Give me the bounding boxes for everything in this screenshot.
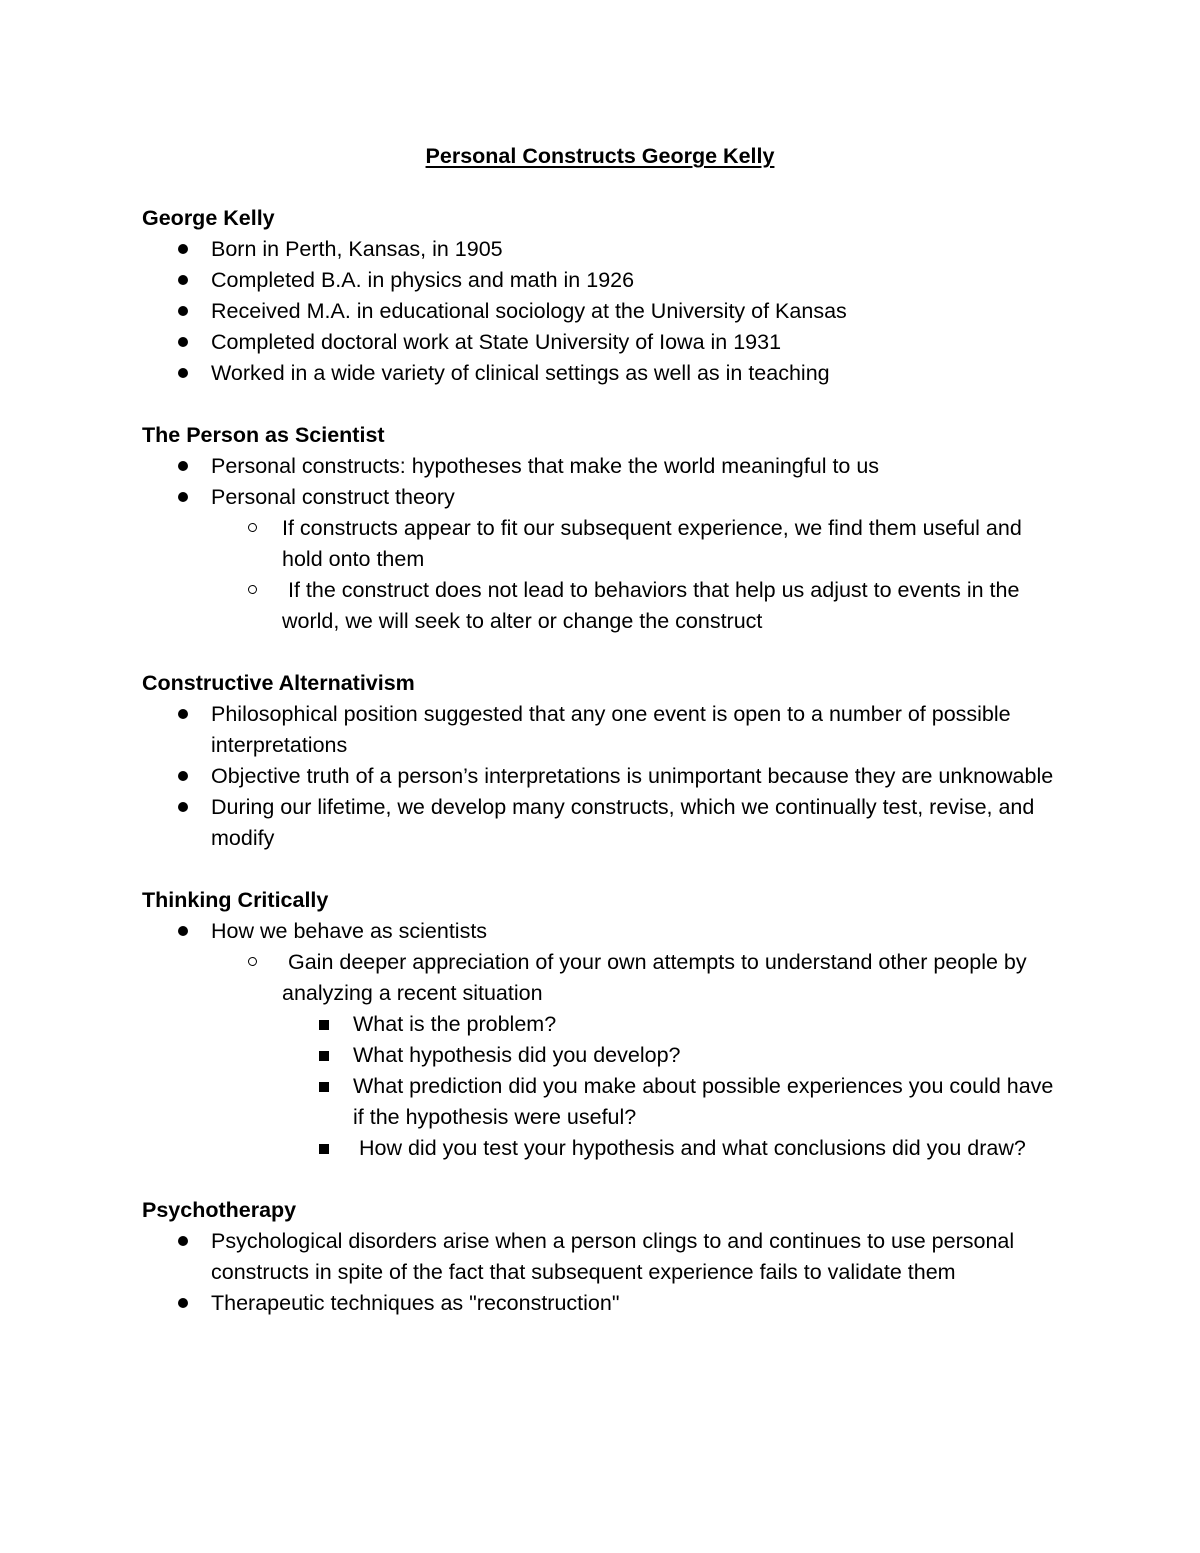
section-constructive-alternativism — [142, 668, 1062, 854]
bullet-disc-icon — [178, 771, 188, 781]
sub-sub-list-item — [282, 1133, 1062, 1164]
list-item-text: Psychological disorders arise when a person clings to and continues to use personal constructs in spite of the fact that subsequent experience fails to validate them — [211, 1229, 1015, 1284]
sub-sub-list-item-text: What hypothesis did you develop? — [353, 1043, 681, 1067]
list-item-text: Philosophical position suggested that any one event is open to a number of possible interpretations — [211, 702, 1011, 757]
list-item-text: Completed B.A. in physics and math in 1926 — [211, 268, 635, 292]
bullet-list — [142, 234, 1062, 389]
list-item-text: How we behave as scientists — [211, 919, 488, 943]
section-heading: Thinking Critically — [142, 888, 329, 912]
bullet-disc-icon — [178, 926, 188, 936]
list-item — [142, 792, 1062, 854]
bullet-square-icon — [319, 1082, 329, 1092]
list-item — [142, 451, 1062, 482]
sub-list-item-text: If the construct does not lead to behaviors that help us adjust to events in the world, we will seek to alter or change the construct — [282, 578, 1026, 633]
list-item-text: Born in Perth, Kansas, in 1905 — [211, 237, 503, 261]
sub-sub-list-item — [282, 1071, 1062, 1133]
document-title: Personal Constructs George Kelly — [425, 144, 775, 168]
bullet-disc-icon — [178, 275, 188, 285]
list-item — [142, 1226, 1062, 1288]
bullet-list — [142, 451, 1062, 637]
bullet-disc-icon — [178, 802, 188, 812]
sub-list-item-text: If constructs appear to fit our subsequent experience, we find them useful and hold onto them — [282, 516, 1022, 571]
bullet-disc-icon — [178, 244, 188, 254]
section-heading: Constructive Alternativism — [142, 671, 415, 695]
section-psychotherapy — [142, 1195, 1062, 1319]
section-heading: George Kelly — [142, 206, 275, 230]
bullet-list — [142, 1226, 1062, 1319]
sub-bullet-list — [211, 513, 1062, 637]
list-item-text: During our lifetime, we develop many constructs, which we continually test, revise, and modify — [211, 795, 1035, 850]
list-item-text: Objective truth of a person’s interpretations is unimportant because they are unknowable — [211, 764, 1054, 788]
list-item — [142, 761, 1062, 792]
bullet-circle-icon — [248, 957, 257, 966]
bullet-disc-icon — [178, 1236, 188, 1246]
bullet-list — [142, 699, 1062, 854]
section-heading: The Person as Scientist — [142, 423, 385, 447]
list-item-text: Personal construct theory — [211, 485, 455, 509]
section-thinking-critically — [142, 885, 1062, 1164]
list-item — [142, 265, 1062, 296]
sub-sub-list-item-text: What is the problem? — [353, 1012, 557, 1036]
document-body — [142, 203, 1062, 1319]
section-george-kelly — [142, 203, 1062, 389]
bullet-circle-icon — [248, 523, 257, 532]
sub-list-item — [211, 513, 1062, 575]
list-item — [142, 916, 1062, 1164]
sub-sub-list-item — [282, 1009, 1062, 1040]
sub-sub-list-item — [282, 1040, 1062, 1071]
bullet-circle-icon — [248, 585, 257, 594]
list-item-text: Therapeutic techniques as "reconstruction" — [211, 1291, 620, 1315]
list-item — [142, 327, 1062, 358]
sub-sub-bullet-list — [282, 1009, 1062, 1164]
list-item — [142, 1288, 1062, 1319]
list-item — [142, 482, 1062, 637]
bullet-disc-icon — [178, 492, 188, 502]
list-item-text: Worked in a wide variety of clinical settings as well as in teaching — [211, 361, 830, 385]
bullet-disc-icon — [178, 368, 188, 378]
sub-sub-list-item-text: What prediction did you make about possible experiences you could have if the hypothesis were useful? — [353, 1074, 1054, 1129]
list-item — [142, 296, 1062, 327]
list-item — [142, 234, 1062, 265]
sub-list-item — [211, 947, 1062, 1164]
bullet-disc-icon — [178, 1298, 188, 1308]
document-title-block — [0, 141, 1200, 172]
sub-list-item-text: Gain deeper appreciation of your own attempts to understand other people by analyzing a recent situation — [282, 950, 1033, 1005]
sub-list-item — [211, 575, 1062, 637]
bullet-disc-icon — [178, 306, 188, 316]
bullet-list — [142, 916, 1062, 1164]
list-item — [142, 699, 1062, 761]
section-heading: Psychotherapy — [142, 1198, 297, 1222]
list-item-text: Completed doctoral work at State University of Iowa in 1931 — [211, 330, 782, 354]
list-item — [142, 358, 1062, 389]
bullet-disc-icon — [178, 461, 188, 471]
bullet-disc-icon — [178, 337, 188, 347]
bullet-disc-icon — [178, 709, 188, 719]
section-person-as-scientist — [142, 420, 1062, 637]
sub-sub-list-item-text: How did you test your hypothesis and what conclusions did you draw? — [353, 1136, 1026, 1160]
list-item-text: Personal constructs: hypotheses that make the world meaningful to us — [211, 454, 880, 478]
bullet-square-icon — [319, 1020, 329, 1030]
bullet-square-icon — [319, 1051, 329, 1061]
bullet-square-icon — [319, 1144, 329, 1154]
list-item-text: Received M.A. in educational sociology at the University of Kansas — [211, 299, 847, 323]
sub-bullet-list — [211, 947, 1062, 1164]
